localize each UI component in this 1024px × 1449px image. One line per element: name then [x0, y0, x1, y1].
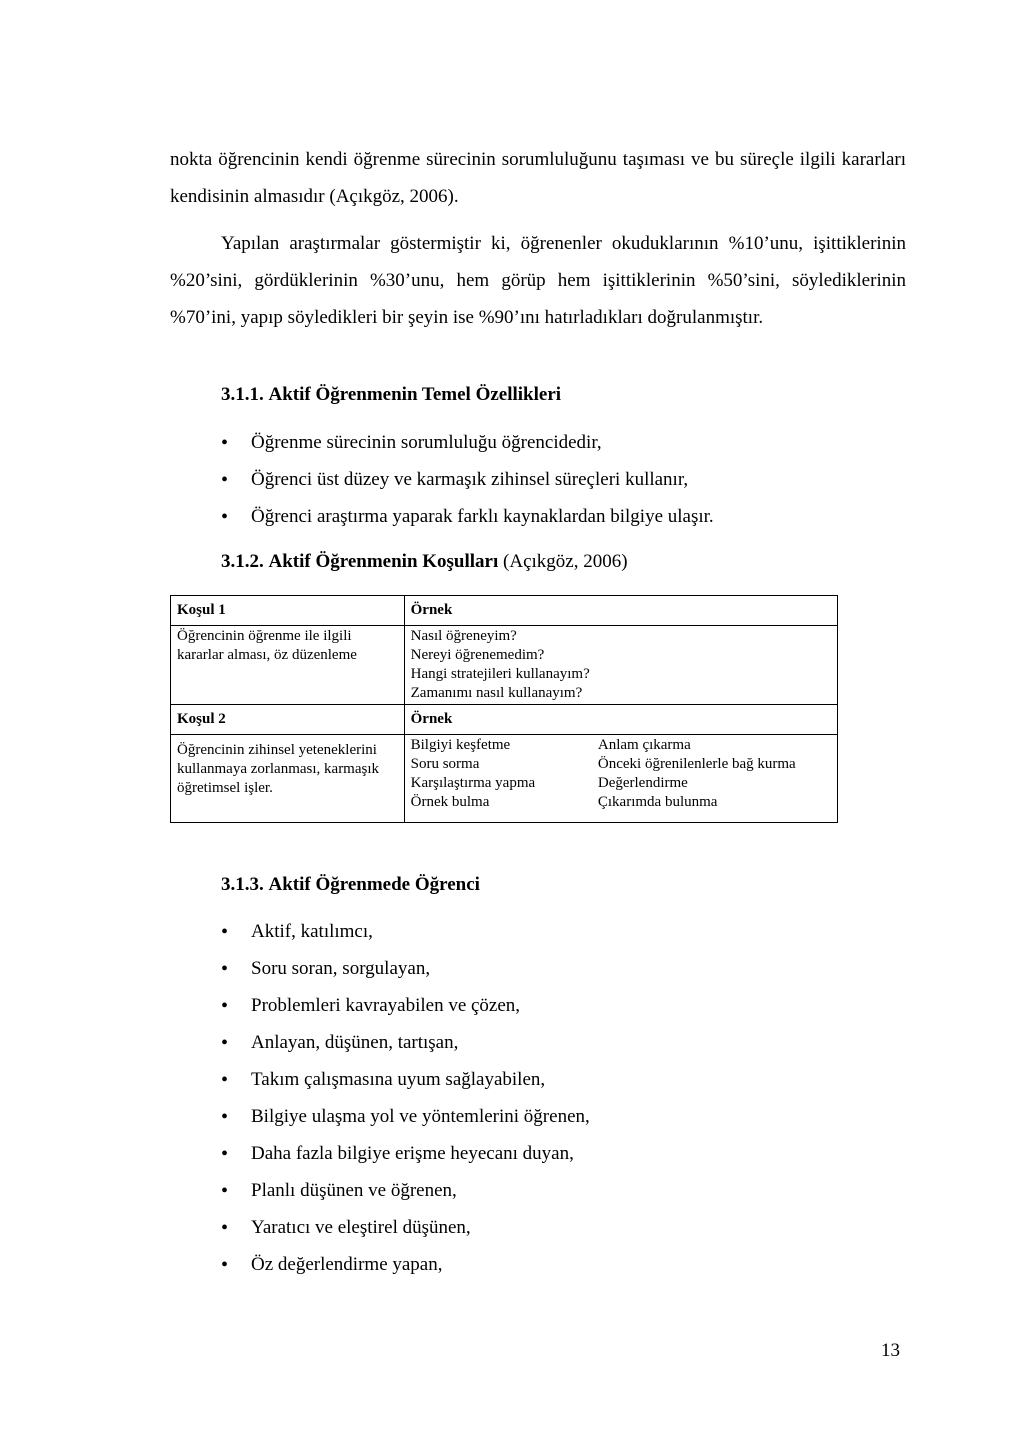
- list-item: • Öğrenme sürecinin sorumluluğu öğrencidedir,: [221, 430, 714, 467]
- ornek2-line: Çıkarımda bulunma: [597, 794, 718, 810]
- list-item: • Anlayan, düşünen, tartışan,: [221, 1030, 590, 1067]
- section-title: Aktif Öğrenmenin Koşulları: [268, 551, 499, 572]
- ornek1-cell: [404, 626, 837, 705]
- list-item: • Takım çalışmasına uyum sağlayabilen,: [221, 1067, 590, 1104]
- kosul1-header: Koşul 1: [171, 596, 405, 626]
- ornek2-line: Bilgiyi keşfetme: [410, 737, 511, 753]
- list-item: • Daha fazla bilgiye erişme heyecanı duyan,: [221, 1141, 590, 1178]
- section-number: 3.1.1.: [221, 384, 264, 405]
- section-3-1-2-heading: [221, 549, 628, 575]
- features-list: [221, 430, 714, 541]
- ornek2-line: Anlam çıkarma: [597, 737, 691, 753]
- list-item: • Öğrenci araştırma yaparak farklı kaynaklardan bilgiye ulaşır.: [221, 504, 714, 541]
- list-item: • Bilgiye ulaşma yol ve yöntemlerini öğrenen,: [221, 1104, 590, 1141]
- student-traits-list: [221, 919, 590, 1289]
- section-number: 3.1.3.: [221, 874, 264, 895]
- ornek2-line: Değerlendirme: [597, 775, 688, 791]
- ornek2-line: Karşılaştırma yapma: [410, 775, 536, 791]
- conditions-table: [170, 595, 838, 823]
- section-3-1-1-heading: [221, 382, 561, 408]
- section-title: Aktif Öğrenmede Öğrenci: [268, 874, 480, 895]
- ornek2-line: Önceki öğrenilenlerle bağ kurma: [597, 756, 796, 772]
- page-number: 13: [881, 1340, 900, 1361]
- ornek2-line: Örnek bulma: [410, 794, 490, 810]
- list-item: • Problemleri kavrayabilen ve çözen,: [221, 993, 590, 1030]
- list-item: • Öz değerlendirme yapan,: [221, 1252, 590, 1289]
- ornek1-line: Zamanımı nasıl kullanayım?: [410, 685, 583, 701]
- section-number: 3.1.2.: [221, 551, 264, 572]
- section-title: Aktif Öğrenmenin Temel Özellikleri: [268, 384, 562, 405]
- kosul1-text: Öğrencinin öğrenme ile ilgili kararlar alması, öz düzenleme: [171, 626, 405, 705]
- list-item: • Öğrenci üst düzey ve karmaşık zihinsel süreçleri kullanır,: [221, 467, 714, 504]
- kosul2-text: Öğrencinin zihinsel yeteneklerini kullanmaya zorlanması, karmaşık öğretimsel işler.: [171, 735, 405, 823]
- ornek1-line: Hangi stratejileri kullanayım?: [410, 666, 590, 682]
- ornek2-header: Örnek: [404, 705, 837, 735]
- ornek1-header: Örnek: [404, 596, 837, 626]
- ornek2-col2: [592, 735, 838, 823]
- list-item: • Soru soran, sorgulayan,: [221, 956, 590, 993]
- list-item: • Planlı düşünen ve öğrenen,: [221, 1178, 590, 1215]
- paragraph-continuation: nokta öğrencinin kendi öğrenme sürecinin sorumluluğunu taşıması ve bu süreçle ilgili kararları kendisinin almasıdır (Açıkgöz, 2006).: [170, 149, 906, 207]
- list-item: • Aktif, katılımcı,: [221, 919, 590, 956]
- section-citation: (Açıkgöz, 2006): [503, 551, 628, 572]
- list-item: • Yaratıcı ve eleştirel düşünen,: [221, 1215, 590, 1252]
- paragraph-research: Yapılan araştırmalar göstermiştir ki, öğrenenler okuduklarının %10’unu, işittiklerinin %20’sini, gördüklerinin %30’unu, hem görüp hem işittiklerinin %50’sini, söylediklerinin %70’ini, yapıp söyledikleri bir şeyin ise %90’ını hatırladıkları doğrulanmıştır.: [170, 233, 906, 328]
- ornek2-col1: [404, 735, 592, 823]
- ornek2-line: Soru sorma: [410, 756, 480, 772]
- kosul2-header: Koşul 2: [171, 705, 405, 735]
- ornek1-line: Nereyi öğrenemedim?: [410, 647, 545, 663]
- section-3-1-3-heading: [221, 872, 480, 898]
- ornek1-line: Nasıl öğreneyim?: [410, 628, 517, 644]
